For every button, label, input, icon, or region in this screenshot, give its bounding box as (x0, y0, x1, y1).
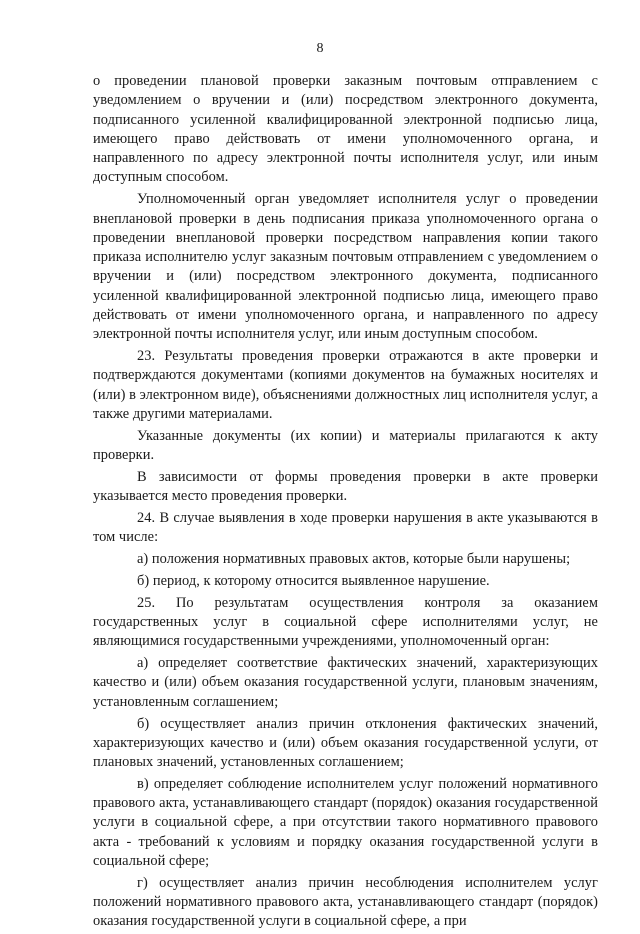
page-number: 8 (316, 41, 324, 56)
paragraph-item-24: 24. В случае выявления в ходе проверки нарушения в акте указываются в том числе: (93, 510, 598, 546)
paragraph-item-25-v: в) определяет соблюдение исполнителем услуг положений нормативного правового акта, устанавливающего стандарт (порядок) оказания государственной услуги в социальной сфере, а при отсутствии такого нормативного правового акта - требований к условиям и порядку оказания государственной услуги в социальной сфере; (93, 775, 598, 870)
paragraph-item-25-g: г) осуществляет анализ причин несоблюдения исполнителем услуг положений нормативного правового акта, устанавливающего стандарт (порядок) оказания государственной услуги в социальной сфере, а при (93, 874, 598, 930)
paragraph-item-24-a: а) положения нормативных правовых актов, которые были нарушены; (137, 551, 571, 568)
paragraph-item-24-b: б) период, к которому относится выявленное нарушение. (137, 572, 490, 589)
paragraph-unscheduled-notice: Уполномоченный орган уведомляет исполнителя услуг о проведении внеплановой проверки в день подписания приказа уполномоченного органа о проведении внеплановой проверки посредством направления копии такого приказа исполнителю услуг заказным почтовым отправлением с уведомлением о вручении и (или) посредством электронного документа, подписанного усиленной квалифицированной электронной подписью лица, имеющего право действовать от имени уполномоченного органа, и направленного по адресу электронной почты исполнителя услуг, или иным доступным способом. (93, 191, 598, 343)
paragraph-attached-documents: Указанные документы (их копии) и материалы прилагаются к акту проверки. (93, 427, 598, 464)
paragraph-continuation: о проведении плановой проверки заказным почтовым отправлением с уведомлением о вручении и (или) посредством электронного документа, подписанного усиленной квалифицированной электронной подписью лица, имеющего право действовать от имени уполномоченного органа, и направленного по адресу электронной почты исполнителя услуг, или иным доступным способом. (93, 73, 598, 186)
paragraph-item-25: 25. По результатам осуществления контроля за оказанием государственных услуг в социальной сфере исполнителями услуг, не являющимися государственными учреждениями, уполномоченный орган: (93, 594, 598, 650)
paragraph-inspection-place: В зависимости от формы проведения проверки в акте проверки указывается место проведения проверки. (93, 468, 598, 505)
document-body (93, 72, 598, 934)
paragraph-item-23: 23. Результаты проведения проверки отражаются в акте проверки и подтверждаются документами (копиями документов на бумажных носителях и (или) в электронном виде), объяснениями должностных лиц исполнителя услуг, а также другими материалами. (93, 348, 598, 423)
paragraph-item-25-b: б) осуществляет анализ причин отклонения фактических значений, характеризующих качество и (или) объем оказания государственной услуги, от плановых значений, установленных соглашением; (93, 715, 598, 771)
paragraph-item-25-a: а) определяет соответствие фактических значений, характеризующих качество и (или) объем оказания государственной услуги, плановым значениям, установленным соглашением; (93, 655, 598, 710)
